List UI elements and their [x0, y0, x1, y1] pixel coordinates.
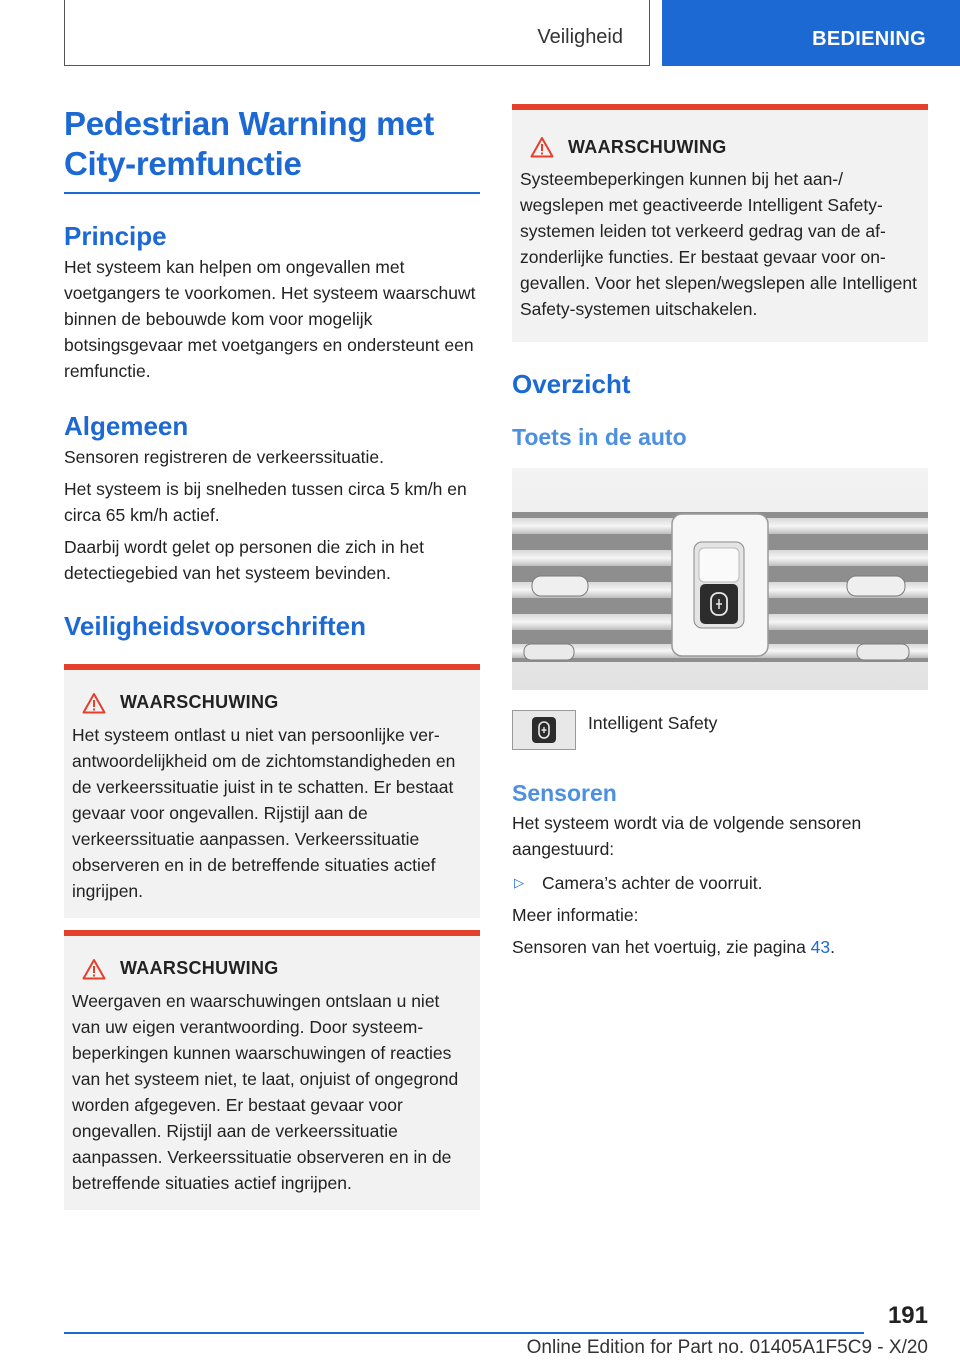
warning-box-3	[512, 104, 928, 342]
algemeen-text-3: Daarbij wordt gelet op personen die zich in het detectiegebied van het systeem bevinden.	[64, 536, 424, 583]
heading-toets-in-de-auto: Toets in de auto	[512, 424, 687, 450]
algemeen-text-1: Sensoren registreren de verkeerssituatie.	[64, 446, 385, 467]
page-title: Pedestrian Warning met City-remfunctie	[64, 105, 434, 182]
warning-title: WAARSCHUWING	[120, 958, 279, 978]
warning-box-1	[64, 664, 480, 918]
warning-triangle-icon	[530, 136, 554, 158]
heading-algemeen: Algemeen	[64, 410, 189, 441]
warning-text: Het systeem ontlast u niet van persoonlijke verantwoordelijkheid om de zichtomstandigheden en de verkeerssituatie juist in te schatten. Er bestaat gevaar voor ongevallen. Rijstijl aan de verkeerssituatie aanpassen. Verkeerssituatie observeren en in de betreffende situaties actief ingrijpen.	[72, 724, 456, 901]
warning-text: Systeembeperkingen kunnen bij het aan-/ wegslepen met geactiveerde Intelligent Safety-systemen leiden tot verkeerd gedrag van de afzonderlijke functies. Er bestaat gevaar voor ongevallen. Voor het slepen/wegslepen alle Intelligent Safety-systemen uitschakelen.	[520, 169, 917, 319]
reference-text: Sensoren van het voertuig, zie pagina	[512, 937, 811, 957]
warning-title: WAARSCHUWING	[568, 136, 727, 157]
algemeen-text-2: Het systeem is bij snelheden tussen circa 5 km/h en circa 65 km/h actief.	[64, 478, 467, 525]
warning-title: WAARSCHUWING	[120, 692, 279, 712]
legend-label: Intelligent Safety	[588, 713, 718, 733]
header-section-title: Veiligheid	[537, 26, 623, 48]
left-column	[64, 104, 480, 1210]
page-reference-link[interactable]: 43	[810, 937, 831, 957]
list-item-text: Camera’s achter de voorruit.	[542, 873, 763, 893]
heading-overzicht: Overzicht	[512, 369, 631, 399]
air-vent-button-illustration	[512, 468, 928, 690]
reference-end: .	[830, 937, 836, 957]
legend-item	[512, 710, 928, 750]
warning-box-2	[64, 930, 480, 1210]
list-item	[512, 870, 928, 896]
button-photo	[512, 468, 928, 690]
reference-line	[512, 934, 928, 960]
title-divider	[64, 192, 480, 194]
intelligent-safety-button-icon	[512, 710, 576, 750]
warning-triangle-icon	[82, 958, 106, 980]
right-column	[512, 104, 928, 960]
heading-veiligheidsvoorschriften: Veiligheidsvoorschriften	[64, 610, 366, 641]
more-info-label: Meer informatie:	[512, 905, 639, 925]
page-number: 191	[887, 1302, 928, 1329]
sensoren-text: Het systeem wordt via de volgende sensoren aangestuurd:	[512, 813, 862, 859]
principe-text: Het systeem kan helpen om ongevallen met voetgangers te voorkomen. Het systeem waarschuwt binnen de bebouwde kom voor mogelijk botsingsgevaar met voetgangers en ondersteunt een remfunctie.	[64, 256, 476, 381]
header-chapter-tab	[662, 0, 960, 66]
heading-sensoren: Sensoren	[512, 780, 617, 806]
warning-text: Weergaven en waarschuwingen ontslaan u niet van uw eigen verantwoording. Door systeembeperkingen kunnen waarschuwingen of reacties van het systeem niet, te laat, onjuist of ongegrond worden afgegeven. Er bestaat gevaar voor ongevallen. Rijstijl aan de verkeerssituatie aanpassen. Verkeerssituatie observeren en in de betreffende situaties actief ingrijpen.	[72, 990, 459, 1193]
footer-divider	[64, 1332, 864, 1334]
footer-edition: Online Edition for Part no. 01405A1F5C9 - X/20	[526, 1337, 928, 1358]
heading-principe: Principe	[64, 220, 167, 251]
header-box	[64, 0, 650, 66]
warning-triangle-icon	[82, 692, 106, 714]
bullet-triangle-icon: ▷	[514, 875, 524, 890]
header-chapter-label: BEDIENING	[812, 28, 926, 50]
